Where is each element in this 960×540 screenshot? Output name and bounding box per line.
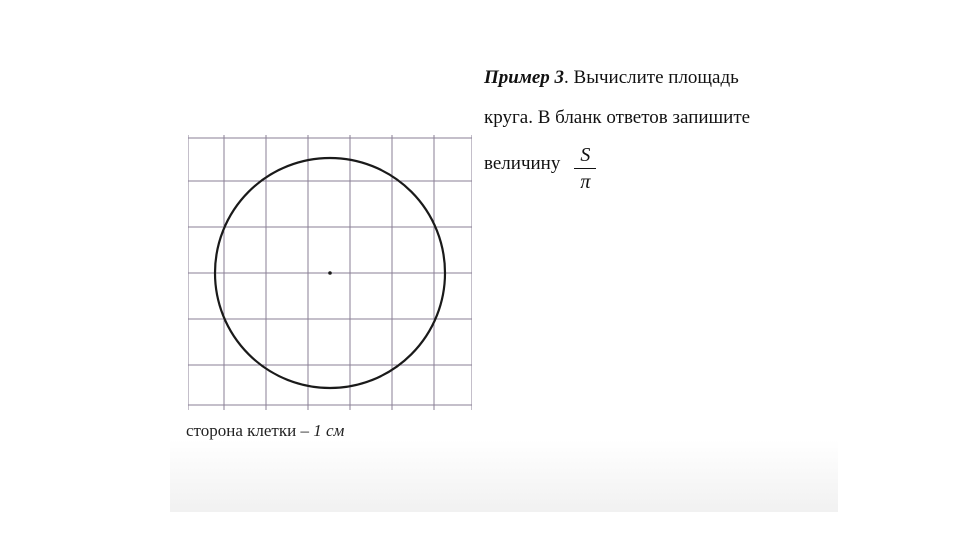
problem-line-1: [484, 58, 844, 98]
problem-line-1-text: . Вычислите площадь: [564, 67, 739, 88]
problem-statement: [484, 58, 844, 191]
problem-line-3: [484, 138, 844, 191]
bottom-shade: [170, 440, 838, 512]
example-label: Пример 3: [484, 67, 565, 88]
grid-figure: [188, 135, 472, 410]
circle-center-dot: [328, 271, 332, 275]
grid-caption: [186, 421, 344, 441]
fraction-s-over-pi: [574, 142, 596, 195]
problem-line-3-text: величину: [484, 152, 561, 174]
fraction-denominator: π: [580, 171, 591, 193]
problem-line-2: круга. В бланк ответов запишите: [484, 107, 751, 128]
caption-text: сторона клетки –: [186, 421, 314, 440]
fraction-numerator: S: [574, 142, 596, 169]
caption-unit: 1 см: [313, 421, 345, 440]
grid-with-circle: [188, 135, 472, 410]
